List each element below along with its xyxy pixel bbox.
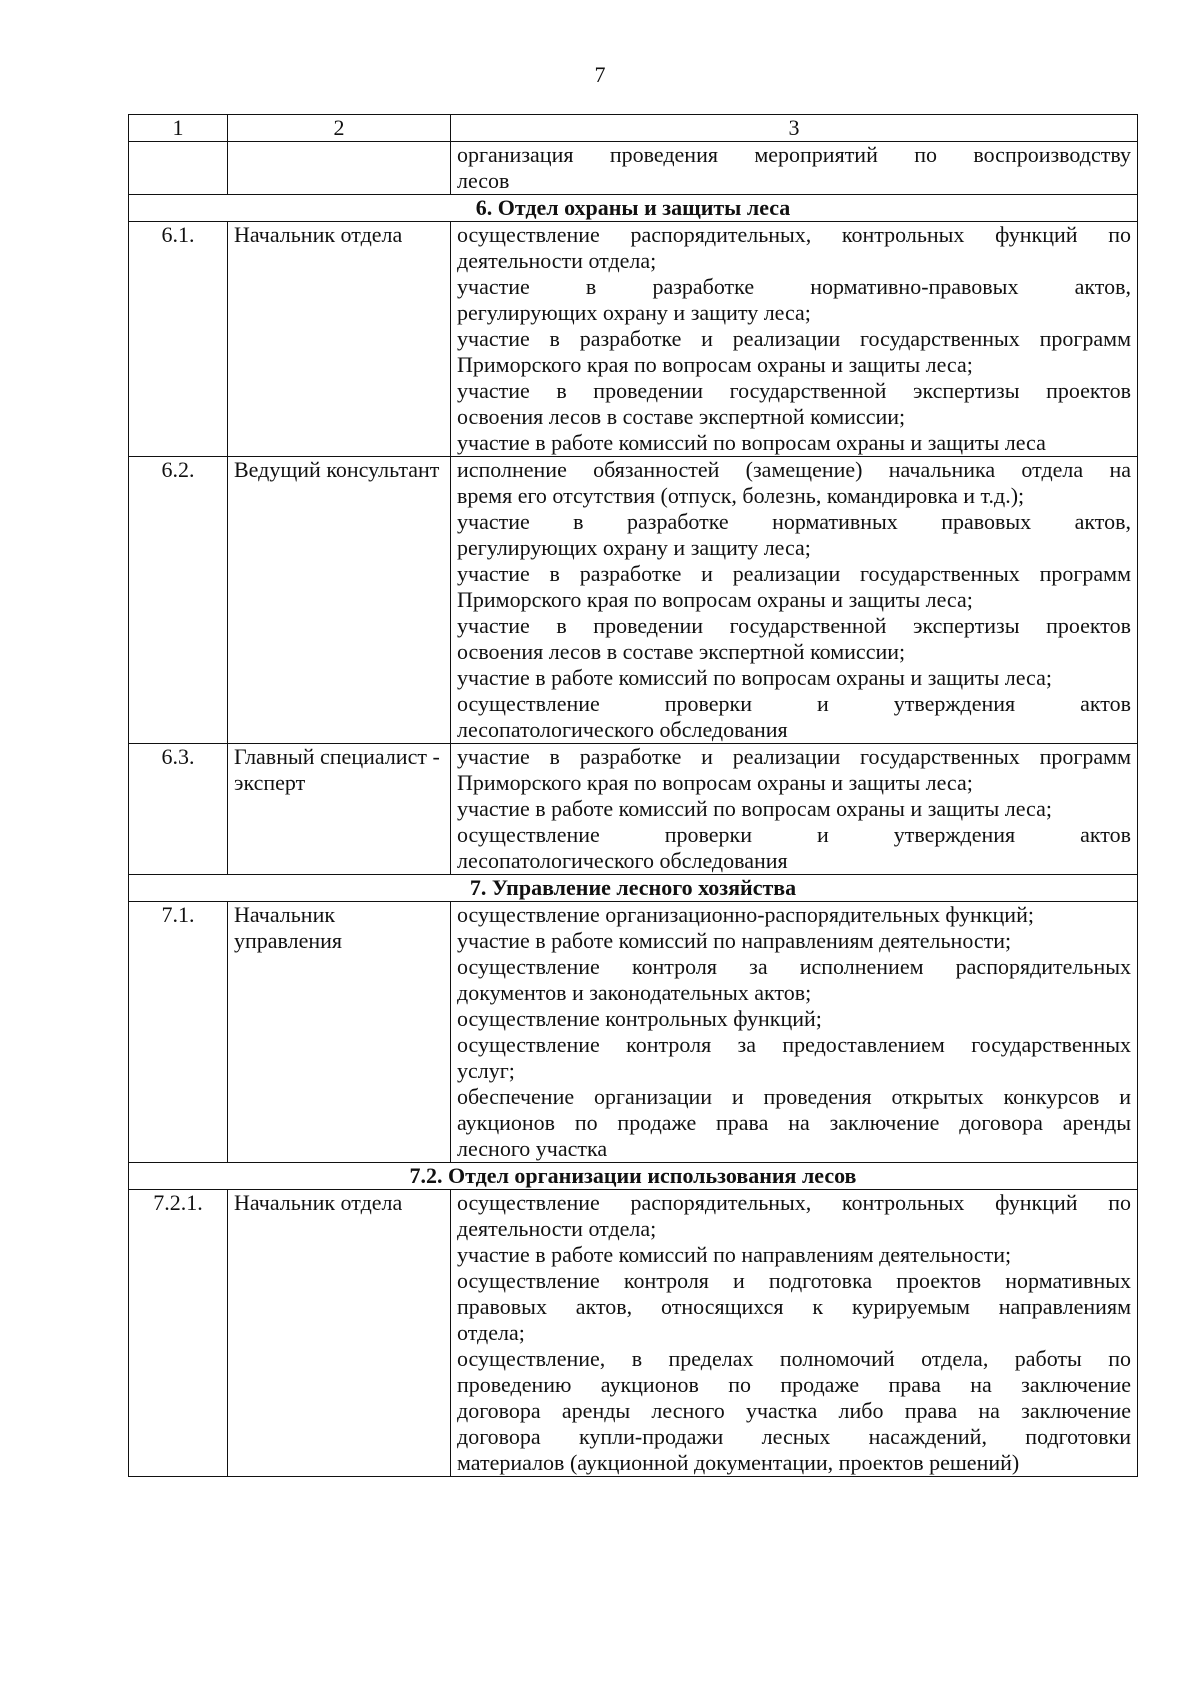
duties-cell: [451, 902, 1138, 1163]
duty-line: осуществление контрольных функций;: [457, 1006, 822, 1031]
duty-item: [457, 378, 1131, 430]
duties-cell: [451, 142, 1138, 195]
duty-item: [457, 954, 1131, 1006]
duty-line: осуществление контроля за исполнением распорядительных: [457, 954, 1131, 979]
duties-cell: [451, 744, 1138, 875]
table-row: [129, 744, 1138, 875]
duty-item: [457, 1032, 1131, 1084]
duty-line: деятельности отдела;: [457, 1216, 657, 1241]
duty-line: освоения лесов в составе экспертной комиссии;: [457, 639, 906, 664]
duty-line: Приморского края по вопросам охраны и защиты леса;: [457, 770, 973, 795]
duty-line: осуществление распорядительных, контрольных функций по: [457, 222, 1131, 247]
table-row: [129, 1190, 1138, 1477]
duties-table-body: [129, 115, 1138, 1477]
duty-line: организация проведения мероприятий по воспроизводству: [457, 142, 1131, 167]
duty-line: время его отсутствия (отпуск, болезнь, командировка и т.д.);: [457, 483, 1025, 508]
duty-line: аукционов по продаже права на заключение договора аренды: [457, 1110, 1131, 1135]
duty-line: лесопатологического обследования: [457, 717, 788, 742]
duty-line: обеспечение организации и проведения открытых конкурсов и: [457, 1084, 1131, 1109]
duty-item: [457, 691, 1131, 743]
duty-line: договора аренды лесного участка либо права на заключение: [457, 1398, 1131, 1423]
duty-line: Приморского края по вопросам охраны и защиты леса;: [457, 352, 973, 377]
section-heading-row: [129, 195, 1138, 222]
duty-line: осуществление проверки и утверждения актов: [457, 691, 1131, 716]
header-col-2: 2: [228, 115, 451, 142]
row-number: 7.1.: [129, 902, 228, 1163]
duty-item: [457, 1346, 1131, 1476]
duty-item: [457, 1084, 1131, 1162]
duty-item: [457, 1006, 1131, 1032]
position-title: Начальник отдела: [228, 1190, 451, 1477]
duties-cell: [451, 457, 1138, 744]
duties-cell: [451, 1190, 1138, 1477]
duty-item: [457, 1242, 1131, 1268]
position-title: [228, 142, 451, 195]
row-number: 6.1.: [129, 222, 228, 457]
duty-line: осуществление, в пределах полномочий отдела, работы по: [457, 1346, 1131, 1371]
duty-item: [457, 430, 1131, 456]
row-number: 7.2.1.: [129, 1190, 228, 1477]
duty-line: участие в работе комиссий по вопросам охраны и защиты леса: [457, 430, 1046, 455]
position-title: Начальник отдела: [228, 222, 451, 457]
duty-item: [457, 902, 1131, 928]
duty-line: осуществление проверки и утверждения актов: [457, 822, 1131, 847]
duty-line: участие в разработке и реализации государственных программ: [457, 744, 1131, 769]
section-title: 7. Управление лесного хозяйства: [129, 875, 1138, 902]
duty-item: [457, 1190, 1131, 1242]
duty-item: [457, 928, 1131, 954]
duty-line: участие в проведении государственной экспертизы проектов: [457, 613, 1131, 638]
duty-line: участие в разработке нормативно-правовых актов,: [457, 274, 1131, 299]
header-col-1: 1: [129, 115, 228, 142]
duties-table: [128, 114, 1138, 1477]
duty-line: освоения лесов в составе экспертной комиссии;: [457, 404, 906, 429]
duty-item: [457, 822, 1131, 874]
duty-line: исполнение обязанностей (замещение) начальника отдела на: [457, 457, 1131, 482]
row-number: 6.3.: [129, 744, 228, 875]
duty-item: [457, 509, 1131, 561]
duty-line: регулирующих охрану и защиту леса;: [457, 535, 811, 560]
duty-line: осуществление контроля за предоставлением государственных: [457, 1032, 1131, 1057]
duty-line: осуществление распорядительных, контрольных функций по: [457, 1190, 1131, 1215]
duty-line: договора купли-продажи лесных насаждений, подготовки: [457, 1424, 1131, 1449]
duty-item: [457, 326, 1131, 378]
section-title: 6. Отдел охраны и защиты леса: [129, 195, 1138, 222]
table-row: [129, 902, 1138, 1163]
duty-line: отдела;: [457, 1320, 525, 1345]
duty-item: [457, 142, 1131, 194]
duty-item: [457, 744, 1131, 796]
table-row: [129, 222, 1138, 457]
row-number: [129, 142, 228, 195]
table-row: [129, 142, 1138, 195]
duty-line: участие в проведении государственной экспертизы проектов: [457, 378, 1131, 403]
duty-item: [457, 1268, 1131, 1346]
duty-line: участие в разработке и реализации государственных программ: [457, 561, 1131, 586]
duty-line: участие в работе комиссий по направлениям деятельности;: [457, 1242, 1012, 1267]
duties-cell: [451, 222, 1138, 457]
duty-line: правовых актов, относящихся к курируемым направлениям: [457, 1294, 1131, 1319]
duty-item: [457, 665, 1131, 691]
duty-line: проведению аукционов по продаже права на заключение: [457, 1372, 1131, 1397]
duty-line: регулирующих охрану и защиту леса;: [457, 300, 811, 325]
duty-line: участие в работе комиссий по вопросам охраны и защиты леса;: [457, 796, 1052, 821]
section-heading-row: [129, 1163, 1138, 1190]
section-heading-row: [129, 875, 1138, 902]
duty-line: лесов: [457, 168, 510, 193]
duty-line: Приморского края по вопросам охраны и защиты леса;: [457, 587, 973, 612]
duty-line: осуществление организационно-распорядительных функций;: [457, 902, 1034, 927]
duty-line: лесопатологического обследования: [457, 848, 788, 873]
section-title: 7.2. Отдел организации использования лесов: [129, 1163, 1138, 1190]
duty-item: [457, 222, 1131, 274]
duty-item: [457, 457, 1131, 509]
duty-item: [457, 796, 1131, 822]
duty-line: документов и законодательных актов;: [457, 980, 812, 1005]
page-number: 7: [594, 62, 606, 87]
position-title: Главный специалист - эксперт: [228, 744, 451, 875]
duty-line: материалов (аукционной документации, проектов решений): [457, 1450, 1020, 1475]
header-col-3: 3: [451, 115, 1138, 142]
duty-line: деятельности отдела;: [457, 248, 657, 273]
row-number: 6.2.: [129, 457, 228, 744]
duty-line: участие в работе комиссий по вопросам охраны и защиты леса;: [457, 665, 1052, 690]
position-title: Ведущий консультант: [228, 457, 451, 744]
duty-item: [457, 613, 1131, 665]
duty-line: участие в разработке нормативных правовых актов,: [457, 509, 1131, 534]
table-row: [129, 457, 1138, 744]
duty-item: [457, 561, 1131, 613]
duty-line: участие в работе комиссий по направлениям деятельности;: [457, 928, 1012, 953]
table-header-row: [129, 115, 1138, 142]
duty-line: услуг;: [457, 1058, 515, 1083]
duty-line: лесного участка: [457, 1136, 608, 1161]
duty-line: участие в разработке и реализации государственных программ: [457, 326, 1131, 351]
duty-item: [457, 274, 1131, 326]
duty-line: осуществление контроля и подготовка проектов нормативных: [457, 1268, 1131, 1293]
position-title: Начальник управления: [228, 902, 451, 1163]
